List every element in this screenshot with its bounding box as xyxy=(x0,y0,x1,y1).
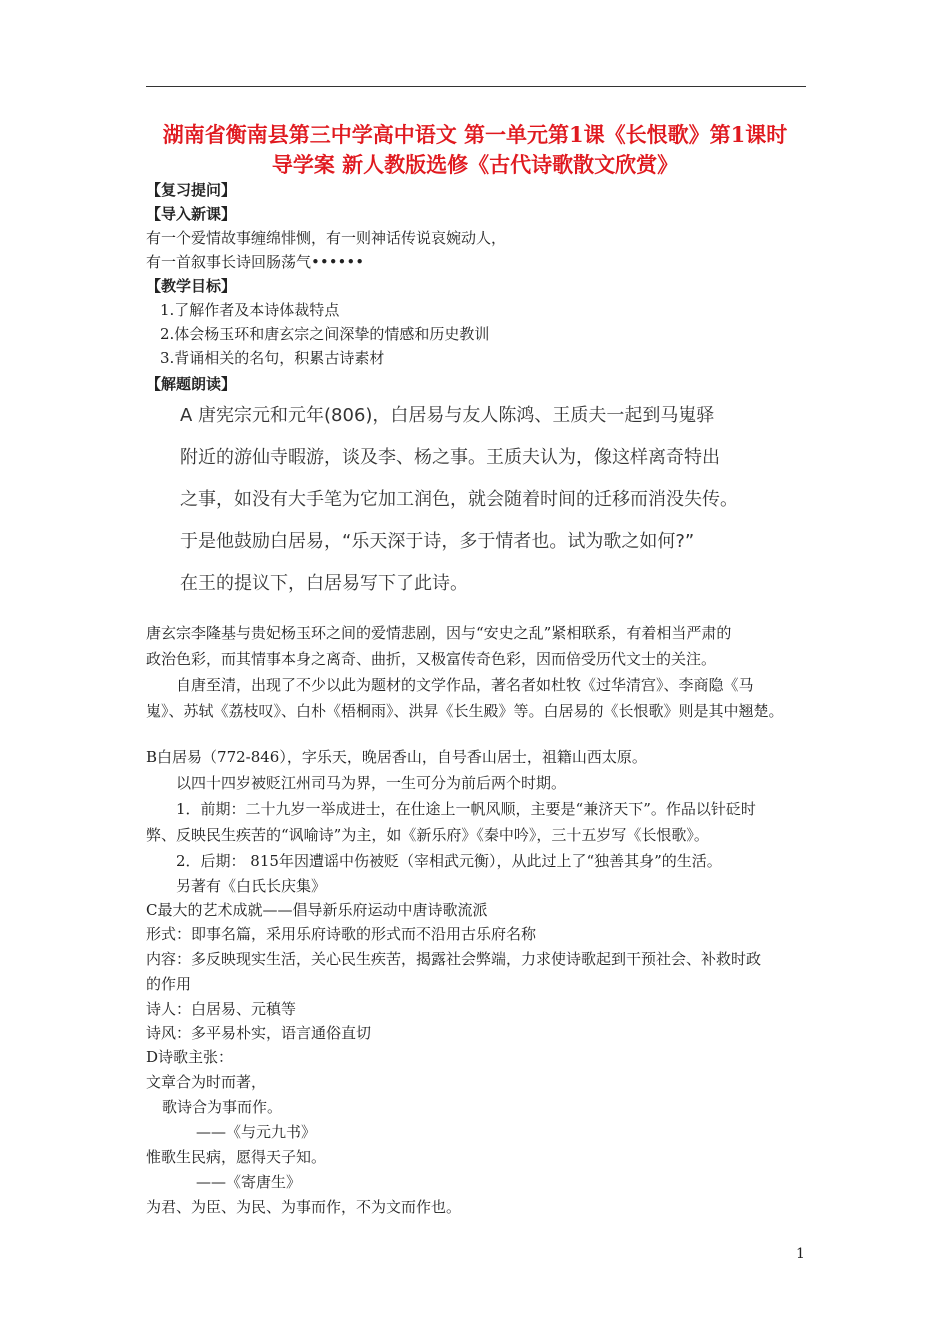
section-b-line: 1．前期：二十九岁一举成进士，在仕途上一帆风顺，主要是“兼济天下”。作品以针砭时 xyxy=(176,800,756,818)
para-line: 嵬》、苏轼《荔枝叹》、白朴《梧桐雨》、洪昇《长生殿》等。白居易的《长恨歌》则是其中翘楚。 xyxy=(146,702,784,720)
section-d-line: 歌诗合为事而作。 xyxy=(162,1098,283,1116)
document-title-line-1: 湖南省衡南县第三中学高中语文 第一单元第1课《长恨歌》第1课时 xyxy=(162,122,788,147)
section-b-line: 弊、反映民生疾苦的“讽喻诗”为主，如《新乐府》《秦中吟》，三十五岁写《长恨歌》。 xyxy=(146,826,709,844)
header-rule xyxy=(146,86,806,87)
section-b-line: 以四十四岁被贬江州司马为界，一生可分为前后两个时期。 xyxy=(176,774,567,792)
goal-item: 1.了解作者及本诗体裁特点 xyxy=(160,301,340,319)
section-d-line: 文章合为时而著， xyxy=(146,1073,267,1091)
passage-a-line: 附近的游仙寺暇游，谈及李、杨之事。王质夫认为，像这样离奇特出 xyxy=(180,447,720,468)
passage-a-line: A 唐宪宗元和元年(806)，白居易与友人陈鸿、王质夫一起到马嵬驿 xyxy=(180,405,715,426)
section-d-source: ——《寄唐生》 xyxy=(196,1173,302,1191)
para-line: 自唐至清，出现了不少以此为题材的文学作品，著名者如杜牧《过华清宫》、李商隐《马 xyxy=(176,676,754,694)
section-c-line: 诗风：多平易朴实，语言通俗直切 xyxy=(146,1024,372,1042)
section-c-line: C最大的艺术成就——倡导新乐府运动中唐诗歌流派 xyxy=(146,901,488,919)
intro-line: 有一个爱情故事缠绵悱恻，有一则神话传说哀婉动人， xyxy=(146,229,507,247)
review-heading: 【复习提问】 xyxy=(146,181,237,199)
para-line: 唐玄宗李隆基与贵妃杨玉环之间的爱情悲剧，因与“安史之乱”紧相联系，有着相当严肃的 xyxy=(146,624,732,642)
goal-item: 2.体会杨玉环和唐玄宗之间深挚的情感和历史教训 xyxy=(160,325,490,343)
section-b-line: B白居易（772-846），字乐天，晚居香山，自号香山居士，祖籍山西太原。 xyxy=(146,748,647,766)
goal-item: 3.背诵相关的名句，积累古诗素材 xyxy=(160,349,385,367)
section-d-line: 为君、为臣、为民、为事而作，不为文而作也。 xyxy=(146,1198,462,1216)
reading-heading: 【解题朗读】 xyxy=(146,375,237,393)
document-title-line-2: 导学案 新人教版选修《古代诗歌散文欣赏》 xyxy=(271,152,679,177)
passage-a-line: 于是他鼓励白居易，“乐天深于诗，多于情者也。试为歌之如何?” xyxy=(180,531,695,552)
section-d-line: 惟歌生民病，愿得天子知。 xyxy=(146,1148,327,1166)
para-line: 政治色彩，而其情事本身之离奇、曲折，又极富传奇色彩，因而倍受历代文士的关注。 xyxy=(146,650,717,668)
section-b-line: 另著有《白氏长庆集》 xyxy=(176,877,327,895)
section-b-line: 2．后期： 815年因遭谣中伤被贬（宰相武元衡），从此过上了“独善其身”的生活。 xyxy=(176,852,722,870)
section-c-line: 内容：多反映现实生活，关心民生疾苦，揭露社会弊端，力求使诗歌起到干预社会、补救时政 xyxy=(146,950,762,968)
intro-heading: 【导入新课】 xyxy=(146,205,237,223)
passage-a-line: 之事，如没有大手笔为它加工润色，就会随着时间的迁移而消没失传。 xyxy=(180,489,738,510)
page-number: 1 xyxy=(796,1246,805,1262)
section-c-line: 诗人：白居易、元稹等 xyxy=(146,1000,297,1018)
section-d-source: ——《与元九书》 xyxy=(196,1123,317,1141)
intro-line: 有一首叙事长诗回肠荡气•••••• xyxy=(146,253,365,271)
section-c-line: 形式：即事名篇，采用乐府诗歌的形式而不沿用古乐府名称 xyxy=(146,925,537,943)
goals-heading: 【教学目标】 xyxy=(146,277,237,295)
section-d-line: D诗歌主张： xyxy=(146,1048,234,1066)
section-c-line: 的作用 xyxy=(146,975,192,993)
passage-a-line: 在王的提议下，白居易写下了此诗。 xyxy=(180,573,468,594)
